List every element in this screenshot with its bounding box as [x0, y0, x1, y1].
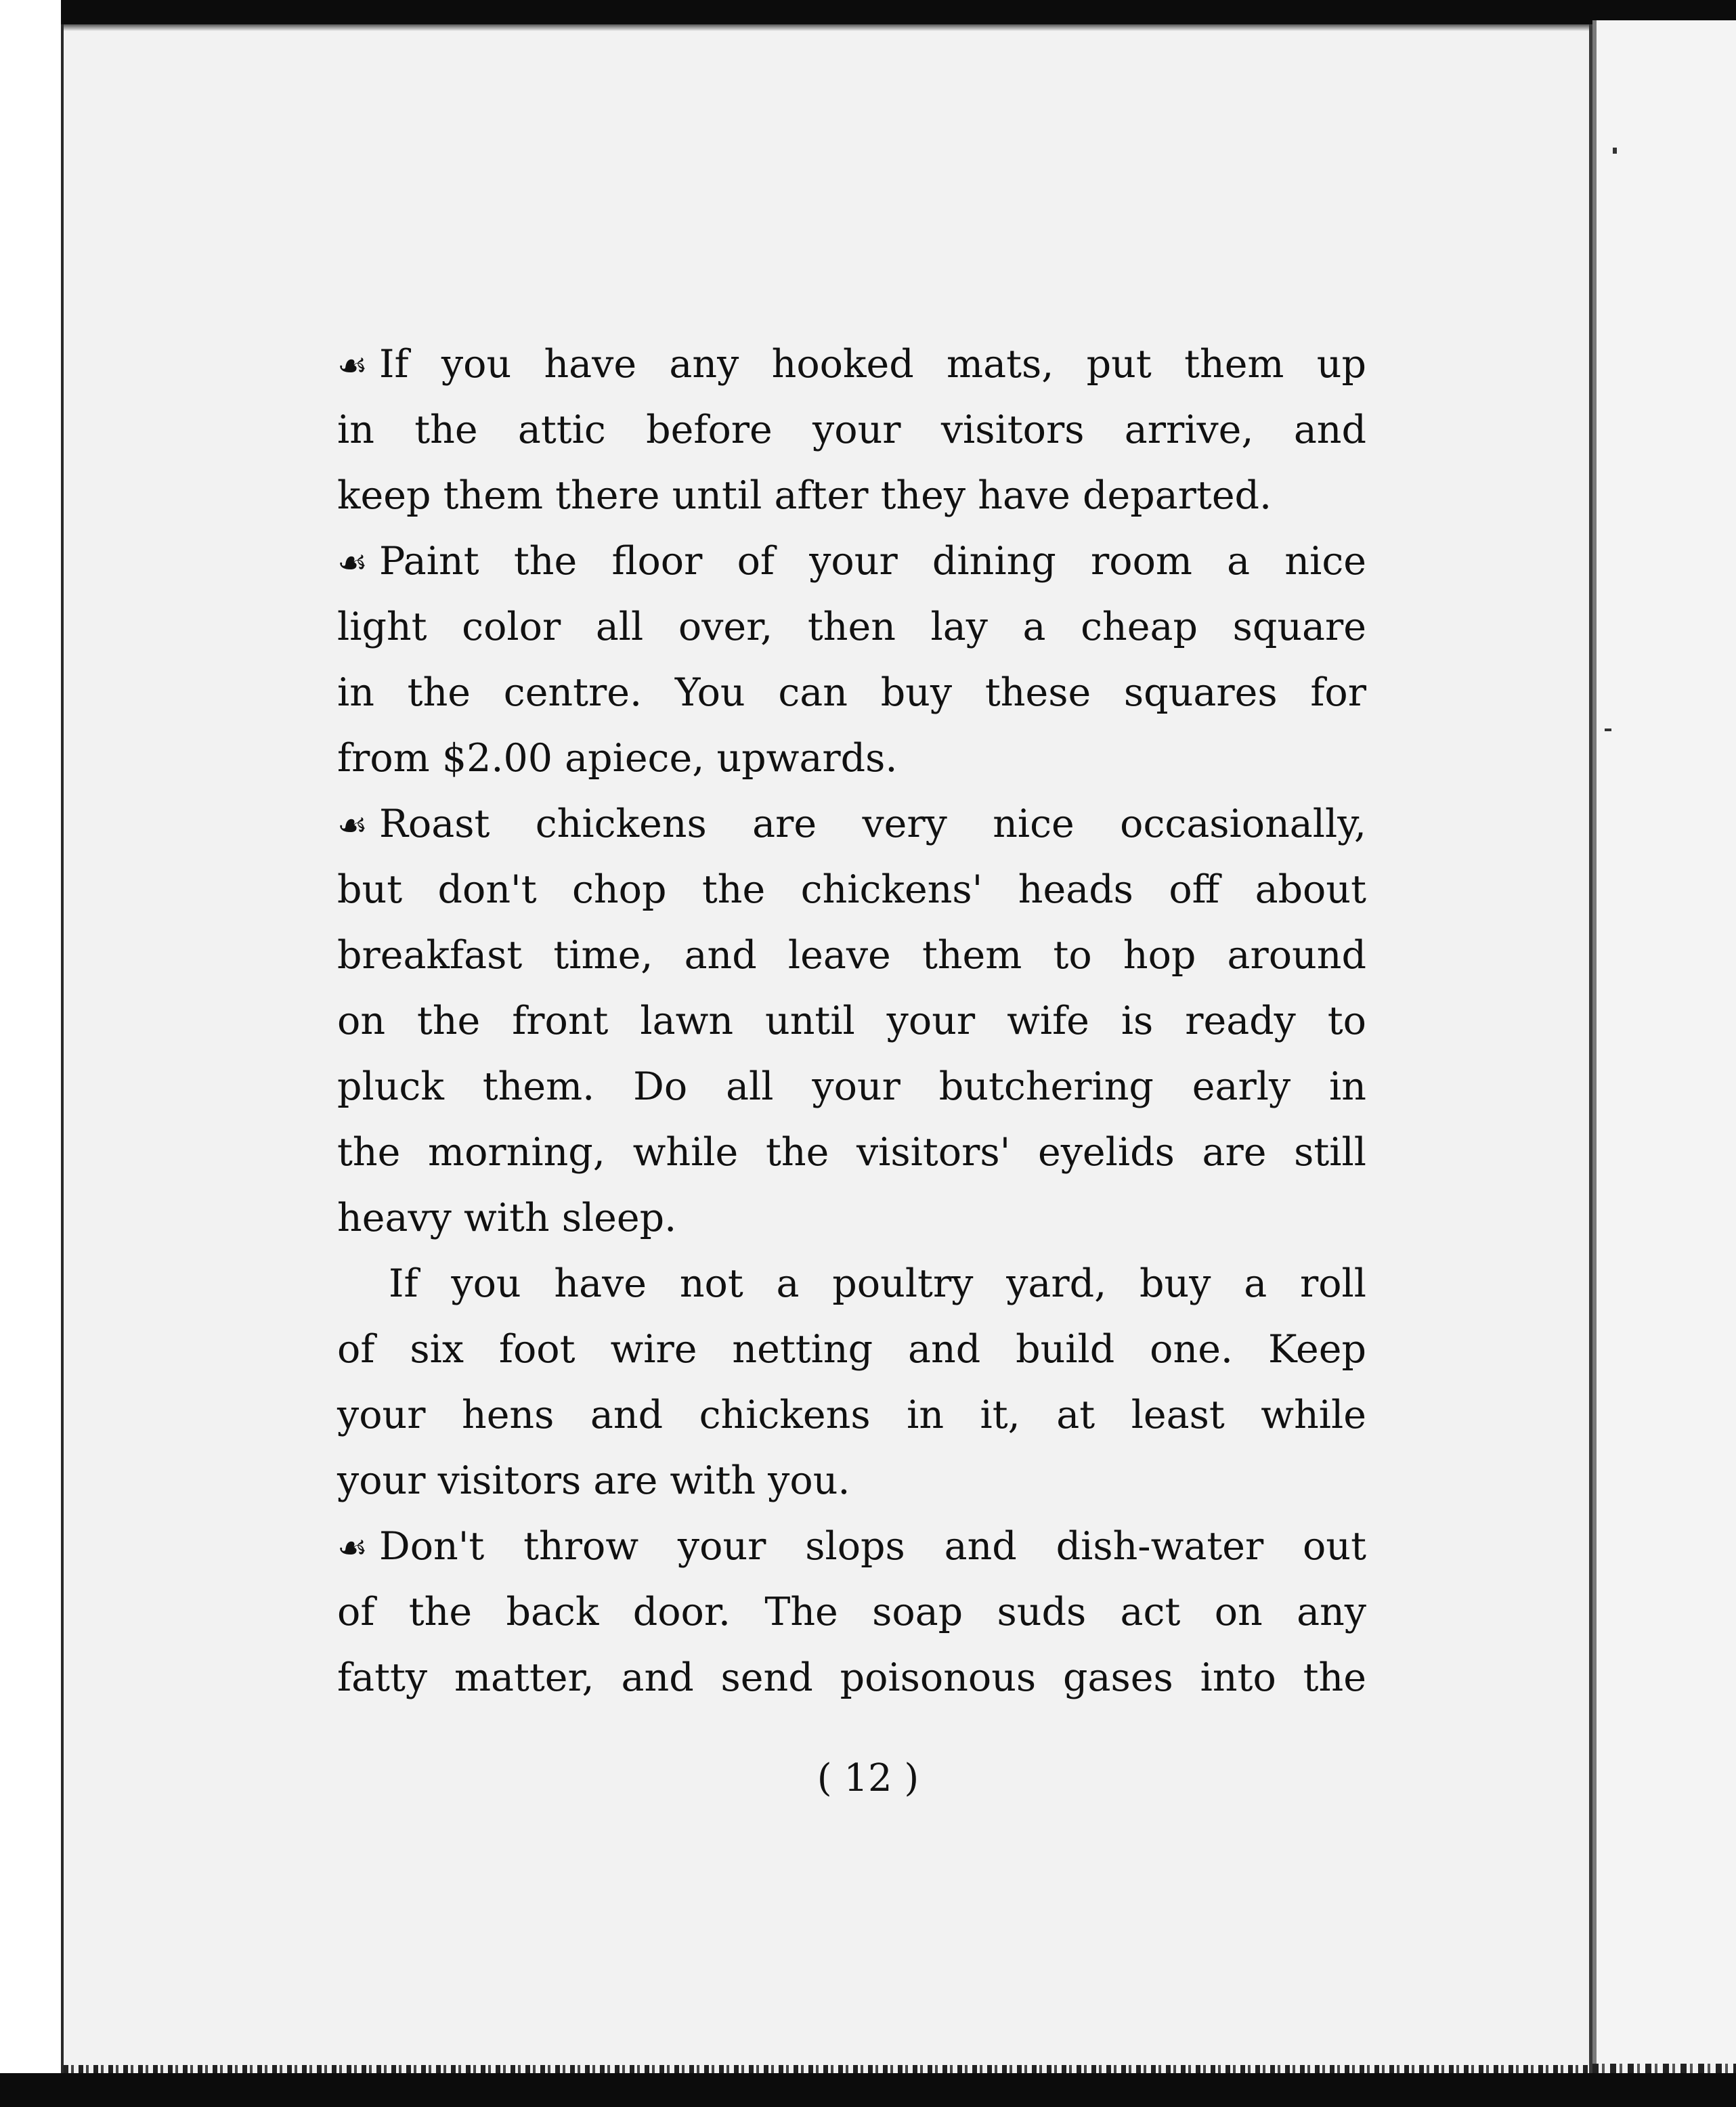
text-line	[337, 791, 1366, 857]
line-text: Paint the floor of your dining room a nice	[379, 539, 1366, 584]
page-top-shadow	[64, 24, 1589, 31]
body-text	[337, 332, 1366, 1711]
text-line: your hens and chickens in it, at least while	[337, 1393, 1366, 1437]
text-line: keep them there until after they have departed.	[337, 473, 1272, 518]
text-line: of six foot wire netting and build one. Keep	[337, 1327, 1366, 1372]
text-line: from $2.00 apiece, upwards.	[337, 736, 898, 781]
next-page-speck	[1613, 148, 1617, 154]
line-text: If you have any hooked mats, put them up	[379, 342, 1366, 387]
text-line: If you have not a poultry yard, buy a roll	[389, 1261, 1366, 1306]
text-line: of the back door. The soap suds act on any	[337, 1590, 1366, 1634]
text-line: on the front lawn until your wife is ready to	[337, 999, 1366, 1043]
text-line: fatty matter, and send poisonous gases into the	[337, 1655, 1366, 1700]
scanner-bed-bottom	[0, 2073, 1736, 2107]
text-line: in the centre. You can buy these squares for	[337, 670, 1366, 715]
fleuron-ornament: ☙	[337, 543, 368, 582]
text-line: but don't chop the chickens' heads off about	[337, 867, 1366, 912]
text-line: your visitors are with you.	[337, 1458, 850, 1503]
text-line	[337, 529, 1366, 594]
text-line: in the attic before your visitors arrive, and	[337, 408, 1366, 452]
text-line	[337, 332, 1366, 397]
text-line: light color all over, then lay a cheap square	[337, 605, 1366, 649]
fleuron-ornament: ☙	[337, 806, 368, 845]
line-text: Roast chickens are very nice occasionally,	[379, 802, 1366, 846]
line-text: Don't throw your slops and dish-water out	[379, 1524, 1366, 1569]
fleuron-ornament: ☙	[337, 1528, 368, 1567]
text-line	[337, 1514, 1366, 1580]
fleuron-ornament: ☙	[337, 346, 368, 385]
text-line: breakfast time, and leave them to hop around	[337, 933, 1366, 978]
text-line: heavy with sleep.	[337, 1196, 677, 1240]
page-number: ( 12 )	[817, 1756, 919, 1800]
text-line: pluck them. Do all your butchering early in	[337, 1064, 1366, 1109]
text-line: the morning, while the visitors' eyelids are still	[337, 1130, 1366, 1175]
next-page-speck	[1605, 729, 1611, 731]
